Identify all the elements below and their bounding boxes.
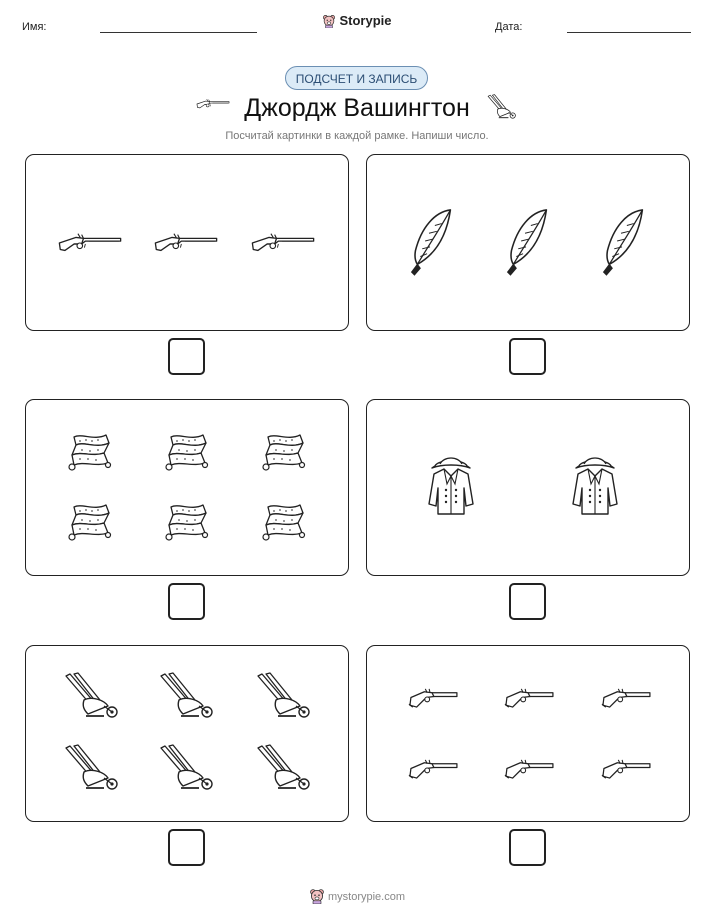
answer-box-5[interactable] [168,829,205,866]
counting-box-4 [366,399,690,576]
scroll-icon [258,501,308,543]
date-field[interactable] [567,32,691,33]
counting-box-2 [366,154,690,331]
brand-logo [0,13,714,28]
plow-icon [159,672,215,722]
colonial-uniform-icon [426,454,476,520]
plow-icon [64,744,120,794]
plow-icon [487,94,517,121]
scroll-icon [161,431,211,473]
quill-icon [405,208,455,276]
counting-box-5 [25,645,349,822]
plow-icon [256,744,312,794]
answer-box-1[interactable] [168,338,205,375]
scroll-icon [64,501,114,543]
musket-icon [249,230,317,256]
plow-icon [159,744,215,794]
musket-icon [56,230,124,256]
bear-icon [322,14,336,28]
colonial-uniform-icon [570,454,620,520]
answer-box-2[interactable] [509,338,546,375]
name-label: Имя: [22,21,47,33]
plow-icon [256,672,312,722]
pistol-icon [405,686,459,709]
page-title: Джордж Вашингтон [244,94,470,122]
scroll-icon [258,431,308,473]
counting-box-3 [25,399,349,576]
counting-box-6 [366,645,690,822]
activity-badge: ПОДСЧЕТ И ЗАПИСЬ [285,66,428,90]
musket-icon [152,230,220,256]
answer-box-6[interactable] [509,829,546,866]
answer-box-4[interactable] [509,583,546,620]
pistol-icon [405,757,459,780]
name-field[interactable] [100,32,257,33]
pistol-icon [598,686,652,709]
pistol-icon [501,757,555,780]
answer-box-3[interactable] [168,583,205,620]
quill-icon [597,208,647,276]
footer [0,888,714,904]
pistol-icon [598,757,652,780]
counting-box-1 [25,154,349,331]
scroll-icon [161,501,211,543]
footer-link[interactable]: mystorypie.com [327,891,406,903]
scroll-icon [64,431,114,473]
quill-icon [501,208,551,276]
date-label: Дата: [495,21,523,33]
instruction-text: Посчитай картинки в каждой рамке. Напиши число. [225,130,489,142]
brand-name: Storypie [339,13,392,28]
plow-icon [64,672,120,722]
pistol-icon [501,686,555,709]
bear-icon [309,888,325,904]
